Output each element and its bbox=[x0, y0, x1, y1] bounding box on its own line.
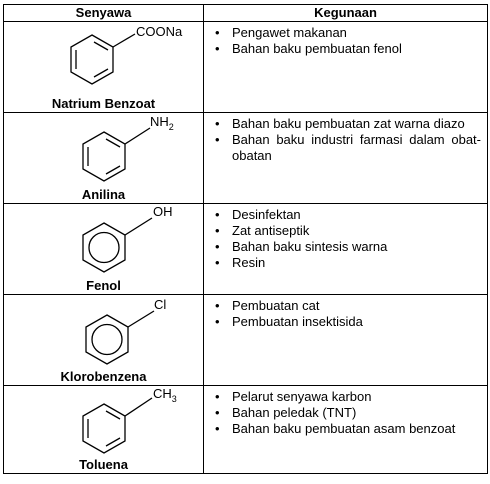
uses-list bbox=[204, 207, 481, 271]
table-row bbox=[4, 113, 488, 204]
table-row bbox=[4, 204, 488, 295]
uses-list bbox=[204, 116, 481, 164]
list-item: • Bahan baku industri farmasi dalam obat-obatan bbox=[232, 132, 481, 164]
compound-cell bbox=[4, 113, 204, 204]
substituent-label: $NH_2$ bbox=[150, 114, 174, 132]
sodium-benzoate-structure bbox=[4, 22, 204, 102]
compound-name: Natrium Benzoat bbox=[51, 96, 156, 111]
compound-name: Fenol bbox=[86, 278, 121, 293]
aniline-structure bbox=[4, 113, 204, 193]
uses-list bbox=[204, 389, 481, 437]
uses-cell bbox=[204, 22, 488, 113]
substituent-label: $CH_3$ bbox=[153, 386, 177, 404]
list-item: • Pembuatan insektisida bbox=[232, 314, 481, 330]
compound-name: Anilina bbox=[81, 187, 126, 202]
header-compound: Senyawa bbox=[4, 5, 204, 22]
list-item: • Bahan baku pembuatan zat warna diazo bbox=[232, 116, 481, 132]
list-item: • Resin bbox=[232, 255, 481, 271]
table-header-row bbox=[4, 5, 488, 22]
list-item: • Pelarut senyawa karbon bbox=[232, 389, 481, 405]
list-item: • Pengawet makanan bbox=[232, 25, 481, 41]
compound-cell bbox=[4, 295, 204, 386]
compound-cell bbox=[4, 386, 204, 474]
substituent-label: COONa bbox=[136, 24, 183, 39]
list-item: • Zat antiseptik bbox=[232, 223, 481, 239]
chlorobenzene-structure bbox=[4, 295, 204, 375]
compound-cell bbox=[4, 22, 204, 113]
list-item: • Bahan peledak (TNT) bbox=[232, 405, 481, 421]
header-uses: Kegunaan bbox=[204, 5, 488, 22]
uses-cell bbox=[204, 386, 488, 474]
uses-cell bbox=[204, 295, 488, 386]
substituent-label: OH bbox=[153, 204, 173, 219]
uses-cell bbox=[204, 113, 488, 204]
table-row bbox=[4, 295, 488, 386]
compound-cell bbox=[4, 204, 204, 295]
list-item: • Bahan baku pembuatan asam benzoat bbox=[232, 421, 481, 437]
table-row bbox=[4, 386, 488, 474]
compound-name: Klorobenzena bbox=[60, 369, 147, 384]
phenol-structure bbox=[4, 204, 204, 284]
uses-cell bbox=[204, 204, 488, 295]
uses-list bbox=[204, 25, 481, 57]
toluene-structure bbox=[4, 386, 204, 466]
compound-name: Toluena bbox=[79, 457, 128, 472]
list-item: • Pembuatan cat bbox=[232, 298, 481, 314]
table-row bbox=[4, 22, 488, 113]
benzene-derivatives-table bbox=[3, 4, 488, 474]
list-item: • Bahan baku pembuatan fenol bbox=[232, 41, 481, 57]
uses-list bbox=[204, 298, 481, 330]
list-item: • Bahan baku sintesis warna bbox=[232, 239, 481, 255]
list-item: • Desinfektan bbox=[232, 207, 481, 223]
substituent-label: Cl bbox=[154, 297, 167, 312]
